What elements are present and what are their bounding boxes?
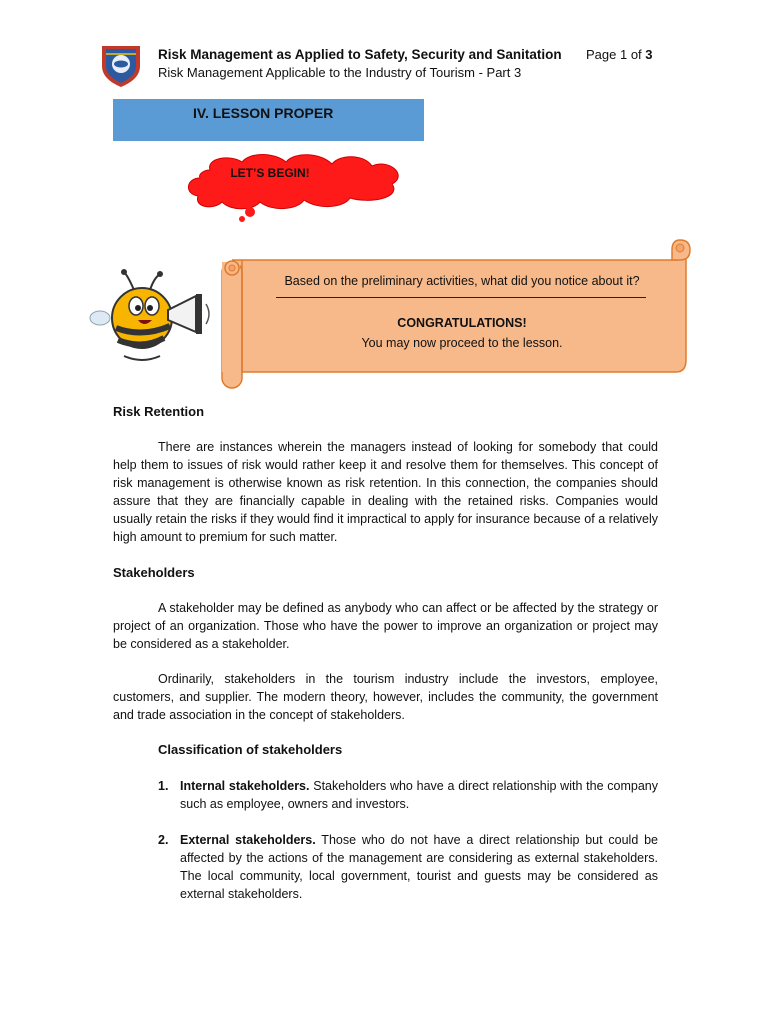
lets-begin-label: LET’S BEGIN! bbox=[230, 166, 310, 180]
bee-mascot-image bbox=[84, 266, 216, 366]
document-subtitle: Risk Management Applicable to the Industry of Tourism - Part 3 bbox=[158, 65, 522, 80]
scroll-question: Based on the preliminary activities, what did you notice about it? bbox=[284, 274, 640, 288]
speech-cloud bbox=[180, 150, 406, 222]
page-number-prefix: Page 1 of bbox=[586, 47, 646, 62]
document-title: Risk Management as Applied to Safety, Security and Sanitation bbox=[158, 47, 562, 62]
page-total: 3 bbox=[645, 47, 653, 62]
paragraph-stakeholder-definition bbox=[113, 599, 658, 653]
list-item-external-stakeholders bbox=[158, 831, 658, 903]
lesson-banner-label: IV. LESSON PROPER bbox=[193, 105, 334, 121]
list-term: Internal stakeholders. bbox=[180, 779, 310, 793]
list-number: 2. bbox=[158, 833, 169, 847]
lesson-banner bbox=[113, 99, 424, 141]
list-number: 1. bbox=[158, 779, 169, 793]
section-heading-stakeholders: Stakeholders bbox=[113, 565, 195, 580]
section-heading-risk-retention: Risk Retention bbox=[113, 404, 205, 419]
answer-blank-line bbox=[276, 297, 646, 298]
paragraph-risk-retention-text: There are instances wherein the managers instead of looking for somebody that could help them to issues of risk would rather keep it and resolve them for themselves. This concept of risk management is otherwise known as risk retention. In this connection, the companies should assure that they are financially capable in dealing with the retained risks. Companies would usually retain the risks if they would find it impractical to apply for insurance because of a relatively high amount to premium for such matter. bbox=[113, 440, 658, 544]
list-description: Those who do not have a direct relationship but could be affected by the actions of the management are considering as external stakeholders. The local community, local government, tourist and guests may be considered as external stakeholders. bbox=[180, 833, 658, 901]
page-number bbox=[586, 47, 653, 62]
subheading-classification: Classification of stakeholders bbox=[158, 742, 343, 757]
paragraph-risk-retention bbox=[113, 438, 658, 546]
scroll-congratulations: CONGRATULATIONS! bbox=[397, 316, 527, 330]
paragraph-stakeholder-tourism-text: Ordinarily, stakeholders in the tourism industry include the investors, employee, customers, and supplier. The modern theory, however, includes the community, the government and trade association in the concept of stakeholders. bbox=[113, 672, 658, 722]
paragraph-stakeholder-definition-text: A stakeholder may be defined as anybody who can affect or be affected by the strategy or project of an organization. Those who have the power to improve an organization or project may be considered as a stakeholder. bbox=[113, 601, 658, 651]
list-description: Stakeholders who have a direct relationship with the company such as employee, owners and investors. bbox=[180, 779, 659, 811]
paragraph-stakeholder-tourism bbox=[113, 670, 658, 724]
list-item-internal-stakeholders bbox=[158, 777, 658, 813]
scroll-proceed-text: You may now proceed to the lesson. bbox=[361, 336, 563, 350]
list-term: External stakeholders. bbox=[180, 833, 316, 847]
school-logo bbox=[98, 42, 144, 88]
